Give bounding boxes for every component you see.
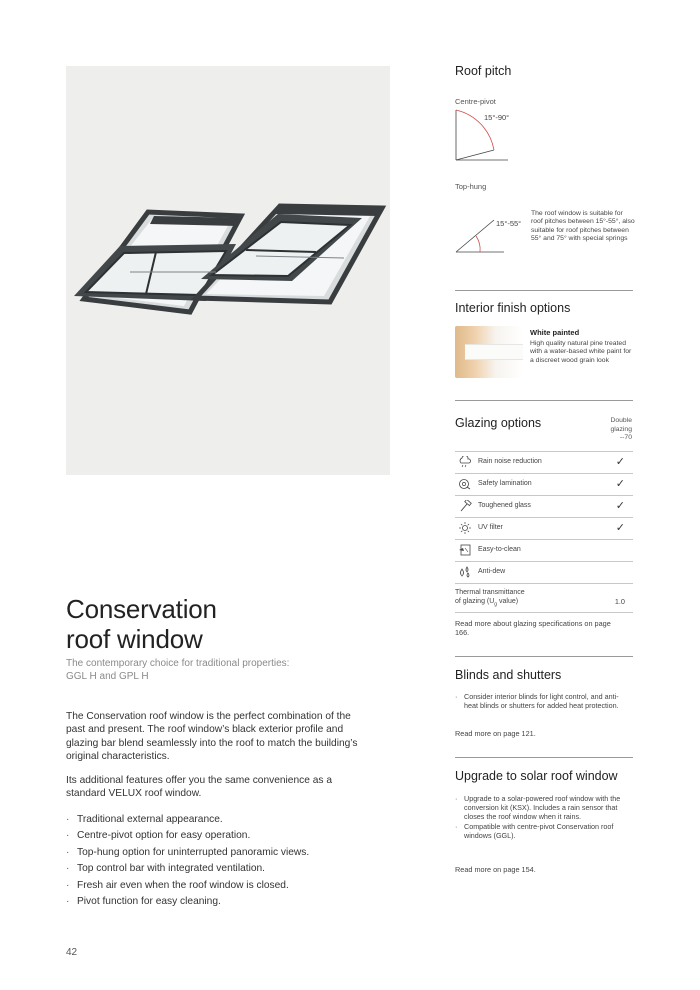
glazing-column-header <box>596 417 632 443</box>
dew-drops-icon <box>458 566 472 578</box>
glazing-label: Anti-dew <box>478 568 506 575</box>
check-icon: ✓ <box>615 478 625 490</box>
table-row <box>455 451 633 473</box>
column-header-code: --70 <box>619 434 632 442</box>
glazing-label: UV filter <box>478 524 503 531</box>
list-item: · Upgrade to a solar-powered roof window with the conversion kit (KSX). Includes a rain sensor that closes the roof window when it rains. <box>455 794 625 821</box>
list-item: · Compatible with centre-pivot Conservation roof windows (GGL). <box>455 822 625 840</box>
subtitle-line-2: GGL H and GPL H <box>66 671 149 682</box>
product-photo <box>66 66 390 475</box>
table-row <box>455 539 633 561</box>
list-item: · Traditional external appearance. <box>66 812 366 828</box>
centre-pivot-label: Centre-pivot <box>455 97 496 106</box>
glazing-label: Safety lamination <box>478 480 532 487</box>
intro-paragraph: The Conservation roof window is the perfect combination of the past and present. The roof window’s black exterior profile and glazing bar blend seamlessly into the roof to match the building’s original characteristics. <box>66 711 358 763</box>
thermal-row <box>455 583 633 613</box>
finish-name: White painted <box>530 328 580 337</box>
list-item: · Pivot function for easy cleaning. <box>66 894 366 910</box>
list-item: · Top-hung option for uninterrupted panoramic views. <box>66 845 366 861</box>
thermal-label-line-2: of glazing ($U_g$ value) <box>455 598 519 608</box>
blinds-list <box>455 692 625 711</box>
table-row <box>455 495 633 517</box>
white-painted-swatch <box>455 326 523 378</box>
roof-pitch-heading: Roof pitch <box>455 64 512 78</box>
title-line-2: roof window <box>66 624 203 654</box>
column-header-line-2: glazing <box>610 425 632 433</box>
top-hung-label: Top-hung <box>455 182 487 191</box>
divider <box>455 400 633 401</box>
hammer-icon <box>458 500 472 512</box>
thermal-value: 1.0 <box>614 597 625 606</box>
list-item: · Top control bar with integrated ventilation. <box>66 861 366 877</box>
safety-lamination-icon <box>458 478 472 490</box>
check-icon: ✓ <box>615 456 625 468</box>
check-icon: ✓ <box>615 522 625 534</box>
easy-clean-icon <box>458 544 472 556</box>
centre-pivot-range: 15°-90° <box>484 113 510 122</box>
features-intro-paragraph: Its additional features offer you the same convenience as a standard VELUX roof window. <box>66 775 332 800</box>
subtitle-line-1: The contemporary choice for traditional properties: <box>66 658 290 669</box>
check-icon: ✓ <box>615 500 625 512</box>
subtitle <box>66 657 386 683</box>
finish-description: High quality natural pine treated with a water-based white paint for a discreet wood grain look <box>530 340 632 364</box>
list-item: · Centre-pivot option for easy operation. <box>66 828 366 844</box>
column-header-line-1: Double <box>610 417 632 424</box>
blinds-heading: Blinds and shutters <box>455 668 562 682</box>
interior-finish-heading: Interior finish options <box>455 301 571 315</box>
divider <box>455 757 633 758</box>
glazing-label: Toughened glass <box>478 502 531 509</box>
list-item: · Fresh air even when the roof window is closed. <box>66 878 366 894</box>
list-item: · Consider interior blinds for light control, and anti-heat blinds or shutters for added heat protection. <box>455 692 625 710</box>
divider <box>455 290 633 291</box>
thermal-label <box>455 588 525 609</box>
blinds-read-more: Read more on page 121. <box>455 729 536 738</box>
divider <box>455 656 633 657</box>
rain-cloud-icon <box>458 456 472 468</box>
thermal-label-line-1: Thermal transmittance <box>455 589 525 596</box>
glazing-label: Rain noise reduction <box>478 458 542 465</box>
table-row <box>455 517 633 539</box>
conservation-roof-window-illustration <box>66 66 390 475</box>
feature-list <box>66 812 366 910</box>
glazing-label: Easy-to-clean <box>478 546 521 553</box>
table-row <box>455 561 633 583</box>
solar-read-more: Read more on page 154. <box>455 865 536 874</box>
top-hung-pitch-diagram <box>452 206 508 256</box>
glazing-read-more: Read more about glazing specifications on page 166. <box>455 619 611 638</box>
page-title <box>66 594 386 654</box>
table-row <box>455 473 633 495</box>
top-hung-range: 15°-55° <box>496 219 522 228</box>
page-number: 42 <box>66 947 78 958</box>
sun-icon <box>458 522 472 534</box>
glazing-heading: Glazing options <box>455 416 542 430</box>
title-line-1: Conservation <box>66 594 217 624</box>
solar-heading: Upgrade to solar roof window <box>455 769 618 783</box>
solar-list <box>455 794 625 841</box>
top-hung-note: The roof window is suitable for roof pitches between 15°-55°, also suitable for roof pitches between 55° and 75° with special springs <box>531 210 635 243</box>
